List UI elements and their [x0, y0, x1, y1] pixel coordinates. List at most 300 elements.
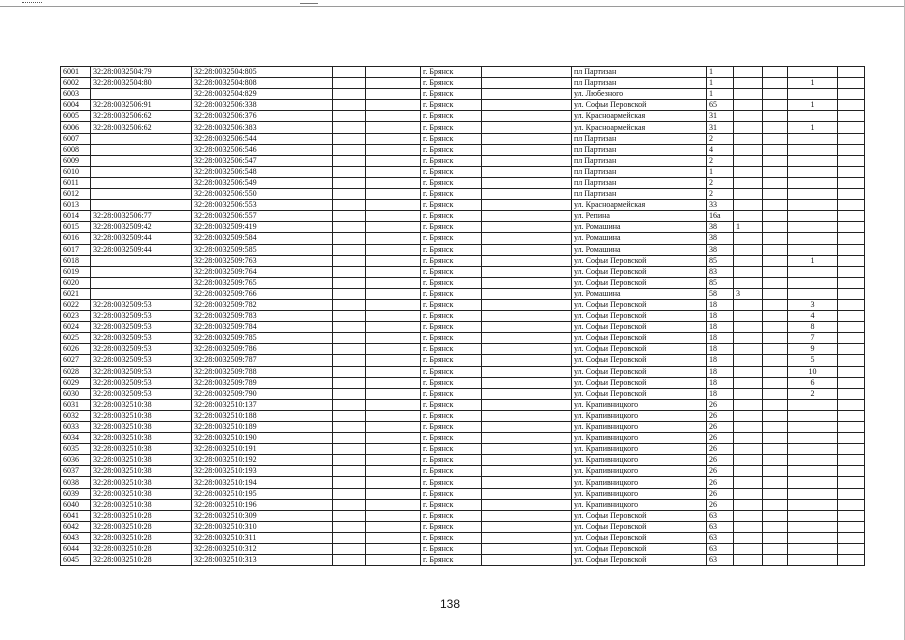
row-number-cell: 6015 — [61, 222, 91, 233]
object-cadastral-cell: 32:28:0032509:782 — [192, 299, 333, 310]
table-row — [61, 211, 865, 222]
building-number-cell — [734, 377, 763, 388]
house-number-cell: 38 — [707, 233, 734, 244]
building-number-cell — [734, 111, 763, 122]
empty-cell — [482, 399, 572, 410]
scan-artifact — [300, 3, 318, 4]
house-number-cell: 2 — [707, 177, 734, 188]
parcel-cadastral-cell: 32:28:0032504:79 — [91, 67, 192, 78]
house-number-cell: 26 — [707, 422, 734, 433]
city-cell: г. Брянск — [421, 455, 482, 466]
parcel-cadastral-cell: 32:28:0032510:38 — [91, 477, 192, 488]
object-cadastral-cell: 32:28:0032509:419 — [192, 222, 333, 233]
row-number-cell: 6024 — [61, 322, 91, 333]
object-cadastral-cell: 32:28:0032509:786 — [192, 344, 333, 355]
empty-cell — [482, 410, 572, 421]
parcel-cadastral-cell — [91, 255, 192, 266]
building-number-cell — [734, 89, 763, 100]
building-number-cell: 3 — [734, 288, 763, 299]
empty-cell — [333, 189, 366, 200]
table-row — [61, 488, 865, 499]
street-cell: ул. Софьи Перовской — [572, 299, 707, 310]
empty-cell — [763, 499, 788, 510]
object-cadastral-cell: 32:28:0032506:338 — [192, 100, 333, 111]
house-number-cell: 18 — [707, 355, 734, 366]
street-cell: ул. Ромашина — [572, 244, 707, 255]
empty-cell — [333, 222, 366, 233]
parcel-cadastral-cell: 32:28:0032506:91 — [91, 100, 192, 111]
building-number-cell — [734, 422, 763, 433]
street-cell: ул. Софьи Перовской — [572, 100, 707, 111]
empty-cell — [838, 433, 865, 444]
apartment-number-cell: 4 — [788, 311, 838, 322]
empty-cell — [366, 299, 421, 310]
empty-cell — [366, 477, 421, 488]
street-cell: ул. Софьи Перовской — [572, 333, 707, 344]
parcel-cadastral-cell: 32:28:0032504:80 — [91, 78, 192, 89]
row-number-cell: 6036 — [61, 455, 91, 466]
empty-cell — [482, 133, 572, 144]
table-row — [61, 277, 865, 288]
empty-cell — [482, 78, 572, 89]
empty-cell — [482, 311, 572, 322]
house-number-cell: 85 — [707, 255, 734, 266]
empty-cell — [333, 355, 366, 366]
city-cell: г. Брянск — [421, 555, 482, 566]
empty-cell — [482, 255, 572, 266]
empty-cell — [838, 544, 865, 555]
street-cell: пл Партизан — [572, 166, 707, 177]
house-number-cell: 26 — [707, 455, 734, 466]
empty-cell — [333, 166, 366, 177]
row-number-cell: 6023 — [61, 311, 91, 322]
empty-cell — [333, 499, 366, 510]
row-number-cell: 6002 — [61, 78, 91, 89]
row-number-cell: 6029 — [61, 377, 91, 388]
empty-cell — [333, 155, 366, 166]
empty-cell — [333, 410, 366, 421]
building-number-cell — [734, 410, 763, 421]
empty-cell — [333, 67, 366, 78]
apartment-number-cell — [788, 422, 838, 433]
empty-cell — [333, 333, 366, 344]
empty-cell — [482, 555, 572, 566]
apartment-number-cell — [788, 233, 838, 244]
table-row — [61, 399, 865, 410]
city-cell: г. Брянск — [421, 244, 482, 255]
empty-cell — [763, 488, 788, 499]
empty-cell — [366, 288, 421, 299]
empty-cell — [763, 277, 788, 288]
table-row — [61, 200, 865, 211]
empty-cell — [333, 233, 366, 244]
empty-cell — [838, 322, 865, 333]
row-number-cell: 6040 — [61, 499, 91, 510]
empty-cell — [333, 532, 366, 543]
apartment-number-cell — [788, 477, 838, 488]
parcel-cadastral-cell: 32:28:0032510:38 — [91, 410, 192, 421]
empty-cell — [366, 488, 421, 499]
table-row — [61, 422, 865, 433]
empty-cell — [333, 144, 366, 155]
row-number-cell: 6032 — [61, 410, 91, 421]
empty-cell — [763, 133, 788, 144]
empty-cell — [838, 477, 865, 488]
object-cadastral-cell: 32:28:0032510:188 — [192, 410, 333, 421]
empty-cell — [482, 477, 572, 488]
row-number-cell: 6041 — [61, 510, 91, 521]
parcel-cadastral-cell: 32:28:0032509:53 — [91, 344, 192, 355]
building-number-cell — [734, 78, 763, 89]
table-row — [61, 532, 865, 543]
empty-cell — [763, 544, 788, 555]
city-cell: г. Брянск — [421, 189, 482, 200]
apartment-number-cell: 2 — [788, 388, 838, 399]
empty-cell — [333, 255, 366, 266]
street-cell: пл Партизан — [572, 67, 707, 78]
empty-cell — [763, 366, 788, 377]
empty-cell — [838, 244, 865, 255]
row-number-cell: 6018 — [61, 255, 91, 266]
apartment-number-cell: 10 — [788, 366, 838, 377]
empty-cell — [482, 466, 572, 477]
row-number-cell: 6012 — [61, 189, 91, 200]
parcel-cadastral-cell: 32:28:0032510:28 — [91, 555, 192, 566]
apartment-number-cell: 8 — [788, 322, 838, 333]
city-cell: г. Брянск — [421, 311, 482, 322]
city-cell: г. Брянск — [421, 233, 482, 244]
street-cell: ул. Любезного — [572, 89, 707, 100]
empty-cell — [838, 366, 865, 377]
parcel-cadastral-cell — [91, 288, 192, 299]
table-row — [61, 377, 865, 388]
building-number-cell — [734, 189, 763, 200]
parcel-cadastral-cell: 32:28:0032510:38 — [91, 455, 192, 466]
empty-cell — [333, 78, 366, 89]
table-row — [61, 189, 865, 200]
street-cell: ул. Крапивницкого — [572, 444, 707, 455]
object-cadastral-cell: 32:28:0032509:787 — [192, 355, 333, 366]
row-number-cell: 6022 — [61, 299, 91, 310]
apartment-number-cell — [788, 555, 838, 566]
table-row — [61, 355, 865, 366]
street-cell: ул. Крапивницкого — [572, 410, 707, 421]
empty-cell — [763, 555, 788, 566]
empty-cell — [366, 111, 421, 122]
empty-cell — [482, 422, 572, 433]
empty-cell — [763, 466, 788, 477]
empty-cell — [366, 67, 421, 78]
street-cell: ул. Ромашина — [572, 222, 707, 233]
building-number-cell — [734, 466, 763, 477]
empty-cell — [333, 510, 366, 521]
row-number-cell: 6001 — [61, 67, 91, 78]
table-row — [61, 388, 865, 399]
building-number-cell — [734, 244, 763, 255]
building-number-cell — [734, 255, 763, 266]
house-number-cell: 31 — [707, 111, 734, 122]
empty-cell — [838, 166, 865, 177]
empty-cell — [482, 189, 572, 200]
empty-cell — [763, 410, 788, 421]
empty-cell — [366, 244, 421, 255]
empty-cell — [763, 477, 788, 488]
street-cell: ул. Софьи Перовской — [572, 532, 707, 543]
house-number-cell: 26 — [707, 433, 734, 444]
empty-cell — [333, 277, 366, 288]
apartment-number-cell — [788, 111, 838, 122]
object-cadastral-cell: 32:28:0032510:193 — [192, 466, 333, 477]
house-number-cell: 83 — [707, 266, 734, 277]
parcel-cadastral-cell — [91, 277, 192, 288]
table-row — [61, 266, 865, 277]
empty-cell — [763, 377, 788, 388]
apartment-number-cell — [788, 189, 838, 200]
parcel-cadastral-cell — [91, 189, 192, 200]
apartment-number-cell — [788, 177, 838, 188]
city-cell: г. Брянск — [421, 355, 482, 366]
empty-cell — [333, 288, 366, 299]
empty-cell — [838, 100, 865, 111]
empty-cell — [838, 255, 865, 266]
empty-cell — [366, 455, 421, 466]
table-row — [61, 333, 865, 344]
object-cadastral-cell: 32:28:0032504:808 — [192, 78, 333, 89]
empty-cell — [482, 455, 572, 466]
object-cadastral-cell: 32:28:0032506:557 — [192, 211, 333, 222]
city-cell: г. Брянск — [421, 499, 482, 510]
empty-cell — [482, 277, 572, 288]
city-cell: г. Брянск — [421, 266, 482, 277]
object-cadastral-cell: 32:28:0032506:376 — [192, 111, 333, 122]
building-number-cell — [734, 177, 763, 188]
building-number-cell — [734, 211, 763, 222]
row-number-cell: 6003 — [61, 89, 91, 100]
table-row — [61, 133, 865, 144]
object-cadastral-cell: 32:28:0032510:190 — [192, 433, 333, 444]
row-number-cell: 6043 — [61, 532, 91, 543]
empty-cell — [333, 377, 366, 388]
object-cadastral-cell: 32:28:0032510:311 — [192, 532, 333, 543]
empty-cell — [838, 222, 865, 233]
table-row — [61, 177, 865, 188]
object-cadastral-cell: 32:28:0032509:788 — [192, 366, 333, 377]
building-number-cell — [734, 166, 763, 177]
empty-cell — [838, 155, 865, 166]
empty-cell — [333, 89, 366, 100]
street-cell: ул. Софьи Перовской — [572, 388, 707, 399]
empty-cell — [333, 555, 366, 566]
empty-cell — [482, 499, 572, 510]
house-number-cell: 26 — [707, 477, 734, 488]
street-cell: ул. Софьи Перовской — [572, 322, 707, 333]
parcel-cadastral-cell: 32:28:0032509:42 — [91, 222, 192, 233]
parcel-cadastral-cell — [91, 89, 192, 100]
table-row — [61, 477, 865, 488]
empty-cell — [763, 433, 788, 444]
house-number-cell: 18 — [707, 322, 734, 333]
row-number-cell: 6034 — [61, 433, 91, 444]
house-number-cell: 1 — [707, 89, 734, 100]
empty-cell — [366, 555, 421, 566]
empty-cell — [482, 211, 572, 222]
street-cell: ул. Софьи Перовской — [572, 277, 707, 288]
table-row — [61, 144, 865, 155]
table-row — [61, 100, 865, 111]
empty-cell — [838, 233, 865, 244]
apartment-number-cell: 3 — [788, 299, 838, 310]
empty-cell — [763, 288, 788, 299]
empty-cell — [838, 133, 865, 144]
table-row — [61, 499, 865, 510]
empty-cell — [366, 422, 421, 433]
empty-cell — [763, 67, 788, 78]
empty-cell — [763, 521, 788, 532]
table-row — [61, 111, 865, 122]
apartment-number-cell — [788, 133, 838, 144]
table-row — [61, 466, 865, 477]
street-cell: ул. Крапивницкого — [572, 433, 707, 444]
empty-cell — [763, 333, 788, 344]
empty-cell — [482, 322, 572, 333]
object-cadastral-cell: 32:28:0032506:550 — [192, 189, 333, 200]
table-row — [61, 455, 865, 466]
building-number-cell — [734, 510, 763, 521]
object-cadastral-cell: 32:28:0032510:313 — [192, 555, 333, 566]
empty-cell — [763, 78, 788, 89]
empty-cell — [838, 144, 865, 155]
empty-cell — [333, 444, 366, 455]
house-number-cell: 63 — [707, 555, 734, 566]
empty-cell — [763, 388, 788, 399]
row-number-cell: 6021 — [61, 288, 91, 299]
empty-cell — [482, 488, 572, 499]
parcel-cadastral-cell: 32:28:0032510:38 — [91, 466, 192, 477]
city-cell: г. Брянск — [421, 133, 482, 144]
table-row — [61, 67, 865, 78]
house-number-cell: 26 — [707, 466, 734, 477]
object-cadastral-cell: 32:28:0032506:383 — [192, 122, 333, 133]
empty-cell — [838, 211, 865, 222]
empty-cell — [482, 144, 572, 155]
empty-cell — [333, 311, 366, 322]
property-table-container — [60, 66, 865, 566]
city-cell: г. Брянск — [421, 422, 482, 433]
city-cell: г. Брянск — [421, 288, 482, 299]
empty-cell — [366, 222, 421, 233]
object-cadastral-cell: 32:28:0032510:309 — [192, 510, 333, 521]
empty-cell — [838, 410, 865, 421]
parcel-cadastral-cell: 32:28:0032509:53 — [91, 355, 192, 366]
apartment-number-cell — [788, 510, 838, 521]
city-cell: г. Брянск — [421, 122, 482, 133]
empty-cell — [366, 233, 421, 244]
empty-cell — [763, 233, 788, 244]
apartment-number-cell — [788, 399, 838, 410]
street-cell: ул. Ромашина — [572, 233, 707, 244]
empty-cell — [482, 222, 572, 233]
table-row — [61, 322, 865, 333]
object-cadastral-cell: 32:28:0032509:790 — [192, 388, 333, 399]
empty-cell — [763, 155, 788, 166]
row-number-cell: 6004 — [61, 100, 91, 111]
empty-cell — [482, 89, 572, 100]
city-cell: г. Брянск — [421, 410, 482, 421]
apartment-number-cell — [788, 521, 838, 532]
street-cell: ул. Крапивницкого — [572, 488, 707, 499]
building-number-cell — [734, 100, 763, 111]
apartment-number-cell — [788, 488, 838, 499]
apartment-number-cell: 5 — [788, 355, 838, 366]
empty-cell — [366, 166, 421, 177]
empty-cell — [333, 177, 366, 188]
street-cell: ул. Крапивницкого — [572, 455, 707, 466]
empty-cell — [763, 344, 788, 355]
empty-cell — [838, 89, 865, 100]
empty-cell — [366, 355, 421, 366]
empty-cell — [333, 100, 366, 111]
row-number-cell: 6044 — [61, 544, 91, 555]
empty-cell — [838, 344, 865, 355]
empty-cell — [838, 422, 865, 433]
house-number-cell: 18 — [707, 377, 734, 388]
empty-cell — [838, 111, 865, 122]
empty-cell — [763, 532, 788, 543]
empty-cell — [366, 388, 421, 399]
city-cell: г. Брянск — [421, 532, 482, 543]
empty-cell — [333, 211, 366, 222]
empty-cell — [333, 133, 366, 144]
street-cell: ул. Софьи Перовской — [572, 544, 707, 555]
city-cell: г. Брянск — [421, 466, 482, 477]
empty-cell — [366, 89, 421, 100]
empty-cell — [763, 200, 788, 211]
city-cell: г. Брянск — [421, 444, 482, 455]
street-cell: ул. Крапивницкого — [572, 499, 707, 510]
empty-cell — [482, 266, 572, 277]
house-number-cell: 26 — [707, 499, 734, 510]
empty-cell — [482, 433, 572, 444]
parcel-cadastral-cell: 32:28:0032509:53 — [91, 299, 192, 310]
row-number-cell: 6008 — [61, 144, 91, 155]
empty-cell — [763, 255, 788, 266]
house-number-cell: 38 — [707, 222, 734, 233]
object-cadastral-cell: 32:28:0032509:789 — [192, 377, 333, 388]
street-cell: ул. Репина — [572, 211, 707, 222]
empty-cell — [333, 477, 366, 488]
house-number-cell: 2 — [707, 189, 734, 200]
empty-cell — [333, 388, 366, 399]
empty-cell — [366, 266, 421, 277]
empty-cell — [366, 399, 421, 410]
street-cell: ул. Софьи Перовской — [572, 311, 707, 322]
row-number-cell: 6039 — [61, 488, 91, 499]
city-cell: г. Брянск — [421, 477, 482, 488]
house-number-cell: 38 — [707, 244, 734, 255]
object-cadastral-cell: 32:28:0032510:191 — [192, 444, 333, 455]
building-number-cell — [734, 266, 763, 277]
object-cadastral-cell: 32:28:0032509:585 — [192, 244, 333, 255]
empty-cell — [482, 111, 572, 122]
empty-cell — [838, 377, 865, 388]
street-cell: пл Партизан — [572, 133, 707, 144]
row-number-cell: 6006 — [61, 122, 91, 133]
empty-cell — [763, 166, 788, 177]
building-number-cell — [734, 311, 763, 322]
row-number-cell: 6019 — [61, 266, 91, 277]
empty-cell — [366, 444, 421, 455]
empty-cell — [838, 277, 865, 288]
